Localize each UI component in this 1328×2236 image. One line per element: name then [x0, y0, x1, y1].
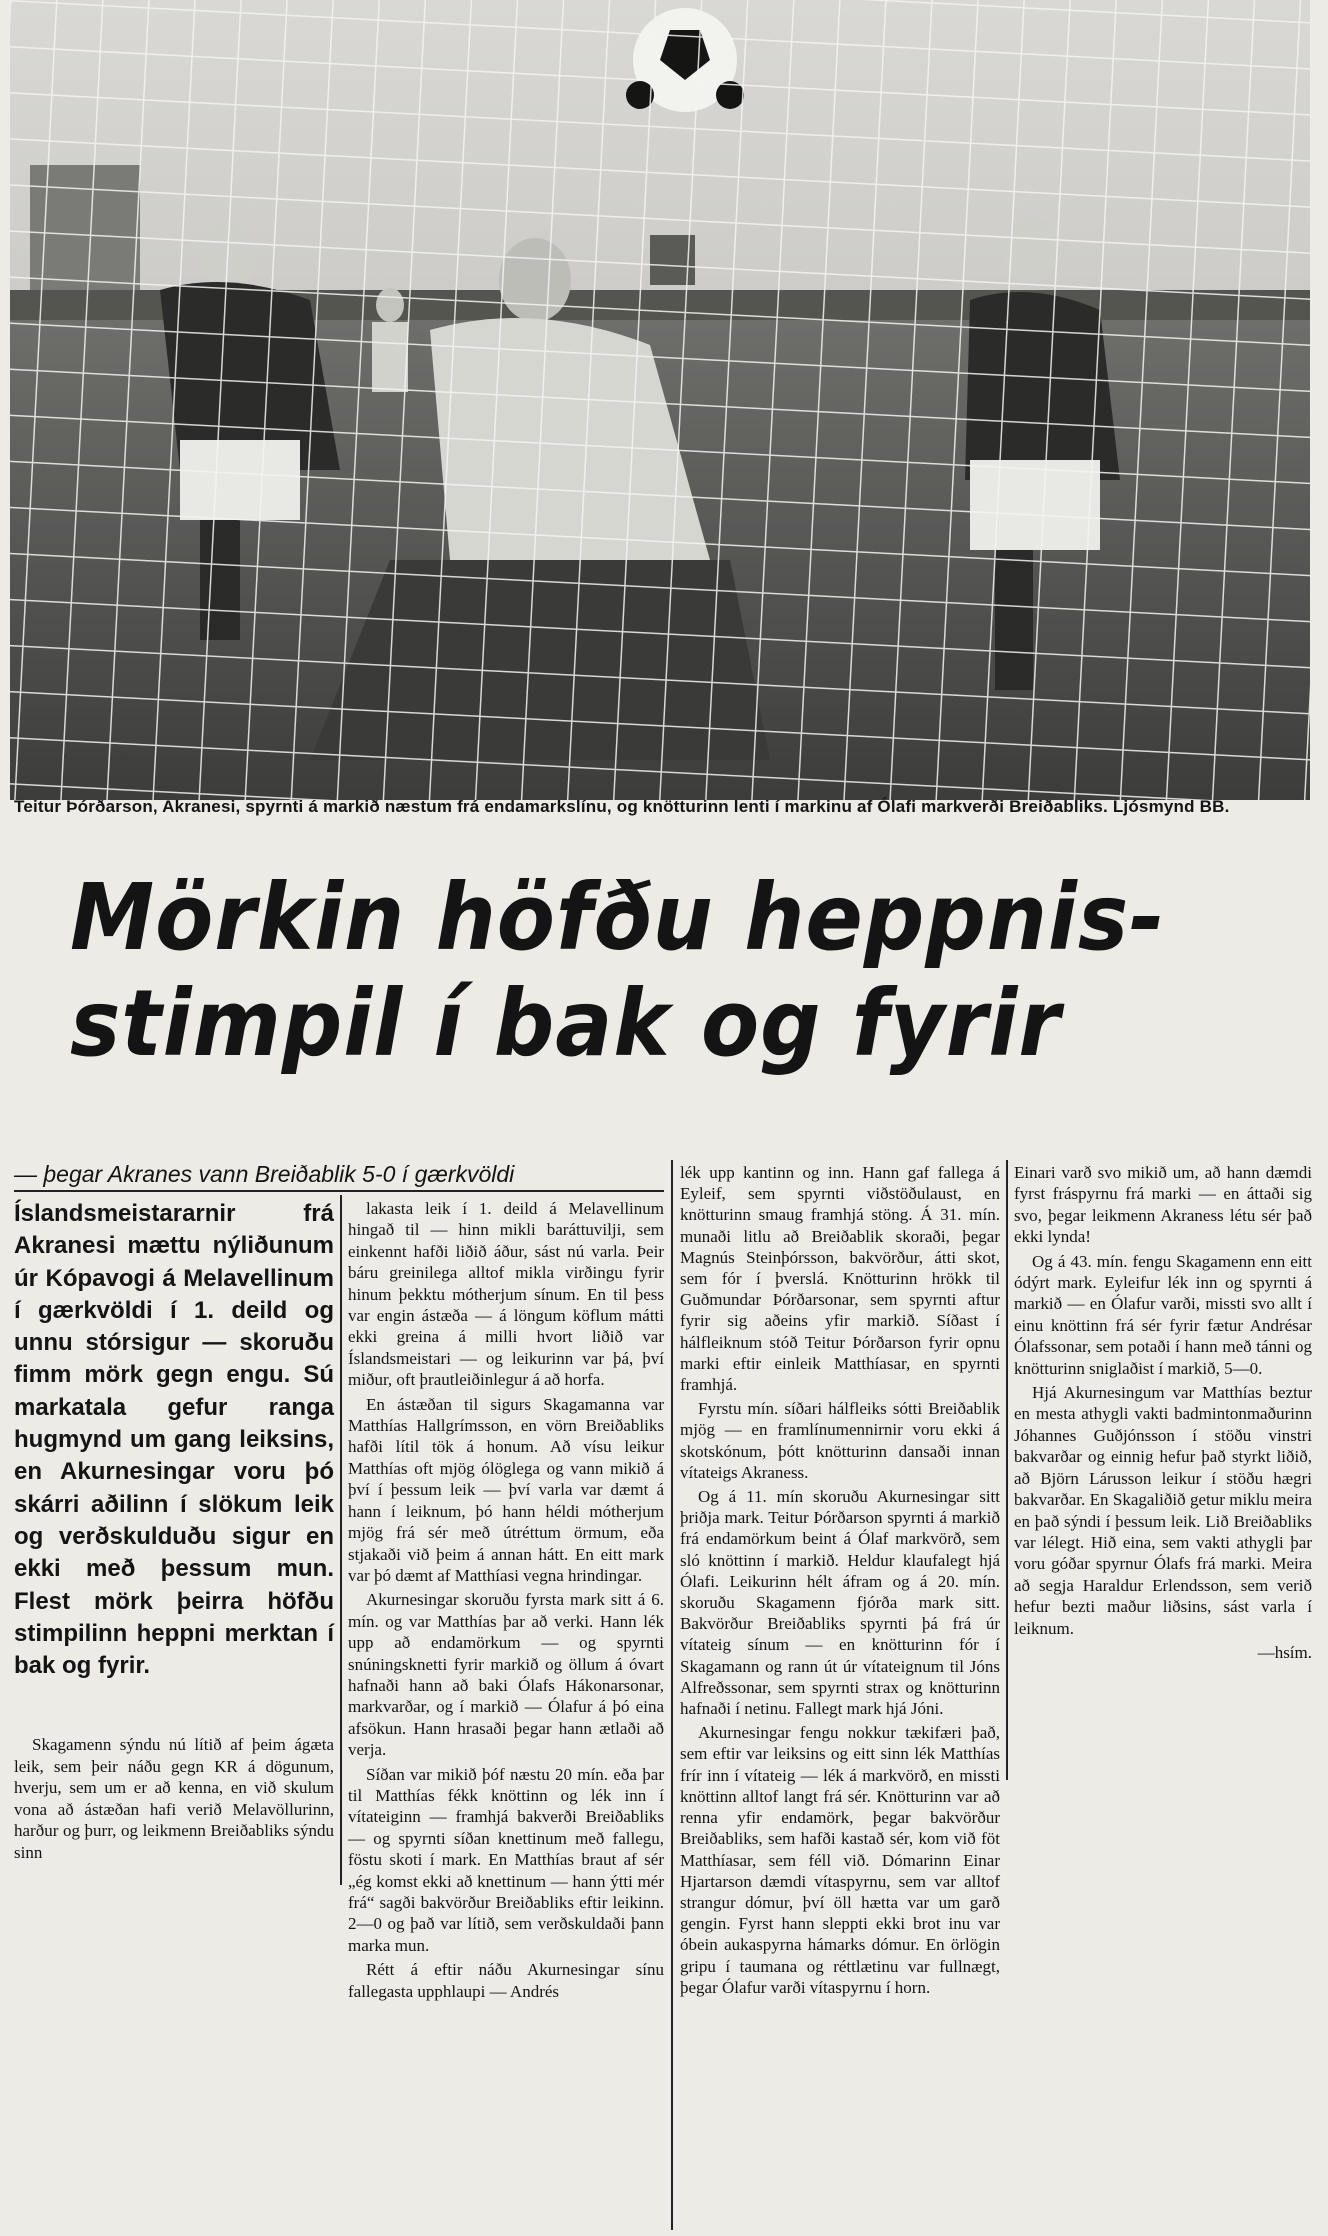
headline-line-2: stimpil í bak og fyrir [70, 970, 1061, 1077]
paragraph: Fyrstu mín. síðari hálfleiks sótti Breiðablik mjög — en framlínumennirnir voru ekki á skotskónum, þótt knötturinn dansaði innan vítateigs Akraness. [680, 1399, 1000, 1482]
paragraph: Akurnesingar fengu nokkur tækifæri það, sem eftir var leiksins og eitt sinn lék Matthías frír inn í vítateig — lék á markvörð, en missti knöttinn alltof langt frá sér. Knötturinn var að renna yfir endamörk, þegar bakvörður Breiðabliks, sem hafði kastað sér, kom við föt Matthíasar, sem féll við. Dómarinn Einar Hjartarson dæmdi vítaspyrnu, sem var alltof strangur dómur, því öll hætta var um garð gengin. Fyrst hann sleppti ekki brot inu var óbein aukaspyrna hámarks dómur. En örlögin gripu í taumana og réttlætinu var fullnægt, þegar Ólafur varði vítaspyrnu í horn. [680, 1723, 1000, 1997]
headline-line-1: Mörkin höfðu heppnis- [70, 864, 1166, 971]
paragraph: lakasta leik í 1. deild á Melavellinum hingað til — hinn mikli baráttuvilji, sem einkennt hafði liðið áður, sást nú varla. Þeir báru greinilega alltof mikla virðingu fyrir hinum þekktu mótherjum sínum. En til þess var engin ástæða — á löngum köflum mátti ekki greina á milli hvort liðið var Íslandsmeistari — og leikurinn var þá, því miður, oft þrautleiðinlegur á að horfa. [348, 1199, 664, 1390]
article-column-2 [348, 1198, 664, 2005]
newspaper-page [10, 0, 1322, 2236]
article-column-1 [14, 1734, 334, 1864]
column-rule [1006, 1160, 1008, 1780]
paragraph: Rétt á eftir náðu Akurnesingar sínu fallegasta upphlaupi — Andrés [348, 1960, 664, 2001]
photo-caption: Teitur Þórðarson, Akranesi, spyrnti á markið næstum frá endamarkslínu, og knötturinn lenti í markinu af Ólafi markverði Breiðabliks. Ljósmynd BB. [14, 797, 1230, 816]
article-column-4 [1014, 1162, 1312, 1663]
author-signature: —hsím. [1257, 1642, 1312, 1662]
soccer-photo [10, 0, 1310, 800]
headline [70, 865, 1202, 1077]
paragraph: Einari varð svo mikið um, að hann dæmdi fyrst fráspyrnu frá marki — en áttaði sig svo, þegar leikmenn Akraness létu sér það ekki lynda! [1014, 1163, 1312, 1247]
column-rule [14, 1190, 664, 1192]
paragraph: Og á 43. mín. fengu Skagamenn enn eitt ódýrt mark. Eyleifur lék inn og spyrnti á markið — en Ólafur varði, missti svo allt í einu knöttinn frá sér fyrir fætur Andrésar Ólafssonar, sem potaði í hann með tánni og knötturinn sniglaðist í markið, 5—0. [1014, 1251, 1312, 1378]
paragraph: Hjá Akurnesingum var Matthías beztur en mesta athygli vakti badmintonmaðurinn Jóhannes Guðjónsson í stöðu vinstri bakvarðar og einnig hefur það styrkt liðið, að Björn Lárusson leikur í stöðu hægri bakvarðar. En Skagaliðið getur miklu meira en það sýndi í þessum leik. Lið Breiðabliks var lélegt. Hið eina, sem vakti athygli þar voru góðar spyrnur Ólafs frá marki. Meira að segja Haraldur Erlendsson, sem verið hefur bezti maður liðsins, sást varla í leiknum. [1014, 1383, 1312, 1638]
paragraph: Og á 11. mín skoruðu Akurnesingar sitt þriðja mark. Teitur Þórðarson spyrnti á markið frá endamörkum beint á Ólaf markvörð, sem sló knöttinn í markið. Heldur klaufalegt hjá Ólafi. Leikurinn hélt áfram og á 20. mín. skoruðu Skagamenn fjórða mark sitt. Bakvörður Breiðabliks spyrnti þá frá úr vítateig sínum — en knötturinn fór í Skagamann og rann út úr vítateignum til Jóns Alfreðssonar, sem spyrnti strax og knötturinn hafnaði í netinu. Fallegt mark hjá Jóni. [680, 1487, 1000, 1719]
column-rule [340, 1195, 342, 1885]
paragraph: lék upp kantinn og inn. Hann gaf fallega á Eyleif, sem spyrnti viðstöðulaust, en knötturinn smaug framhjá stöng. Á 31. mín. munaði litlu að Breiðablik skoraði, þegar Magnús Steinþórsson, bakvörður, átti skot, sem fór í þverslá. Knötturinn hrökk til Guðmundar Þórðarsonar, sem spyrnti aftur fyrir sig aðeins yfir markið. Síðast í hálfleiknum stóð Teitur Þórðarson fyrir opnu marki eftir einleik Matthíasar, en spyrnti framhjá. [680, 1163, 1000, 1395]
subheadline: — þegar Akranes vann Breiðablik 5-0 í gærkvöldi [14, 1161, 515, 1187]
paragraph: Síðan var mikið þóf næstu 20 mín. eða þar til Matthías fékk knöttinn og lék inn í vítateiginn — framhjá bakverði Breiðabliks — og spyrnti síðan knettinum með fallegu, föstu skoti í mark. En Matthías braut af sér „ég komst ekki að knettinum — hann ýtti mér frá“ sagði bakvörður Breiðabliks eftir leikinn. 2—0 og það var lítið, sem verðskuldaði þann marka mun. [348, 1764, 664, 1955]
article-column-3 [680, 1162, 1000, 2001]
column-rule [671, 1160, 673, 2230]
paragraph: Akurnesingar skoruðu fyrsta mark sitt á 6. mín. og var Matthías þar að verki. Hann lék upp að endamörkum — og spyrnti snúningsknetti fyrir markið og öllum á óvart hafnaði hann að baki Ólafs Hákonarsonar, markvarðar, og í markið — Ólafur á þó eina afsökun. Hann hrasaði þegar hann ætlaði að verja. [348, 1590, 664, 1760]
lead-paragraph: Íslandsmeistararnir frá Akranesi mættu nýliðunum úr Kópavogi á Melavellinum í gærkvöldi í 1. deild og unnu stórsigur — skoruðu fimm mörk gegn engu. Sú markatala gefur ranga hugmynd um gang leiksins, en Akurnesingar voru þó skárri aðilinn í slökum leik og verðskulduðu sigur en ekki með þessum mun. Flest mörk þeirra höfðu stimpilinn heppni merktan í bak og fyrir. [14, 1200, 334, 1680]
paragraph: Skagamenn sýndu nú lítið af þeim ágæta leik, sem þeir náðu gegn KR á dögunum, hverju, sem um er að kenna, en við skulum vona að ástæðan hafi verið Melavöllurinn, harður og þurr, og leikmenn Breiðabliks sýndu sinn [14, 1735, 334, 1862]
photo-illustration [10, 0, 1310, 800]
paragraph: En ástæðan til sigurs Skagamanna var Matthías Hallgrímsson, en vörn Breiðabliks hafði lítil tök á honum. Að vísu leikur Matthías oft mjög ólöglega og vann mikið á því í þessum leik — því varla var dæmt á hann í leiknum, þó hann héldi mótherjum mjög frá sér með útréttum örmum, eða stjakaði við þeim á annan hátt. En eitt mark var þó dæmt af Matthíasi vegna hrindingar. [348, 1394, 664, 1585]
